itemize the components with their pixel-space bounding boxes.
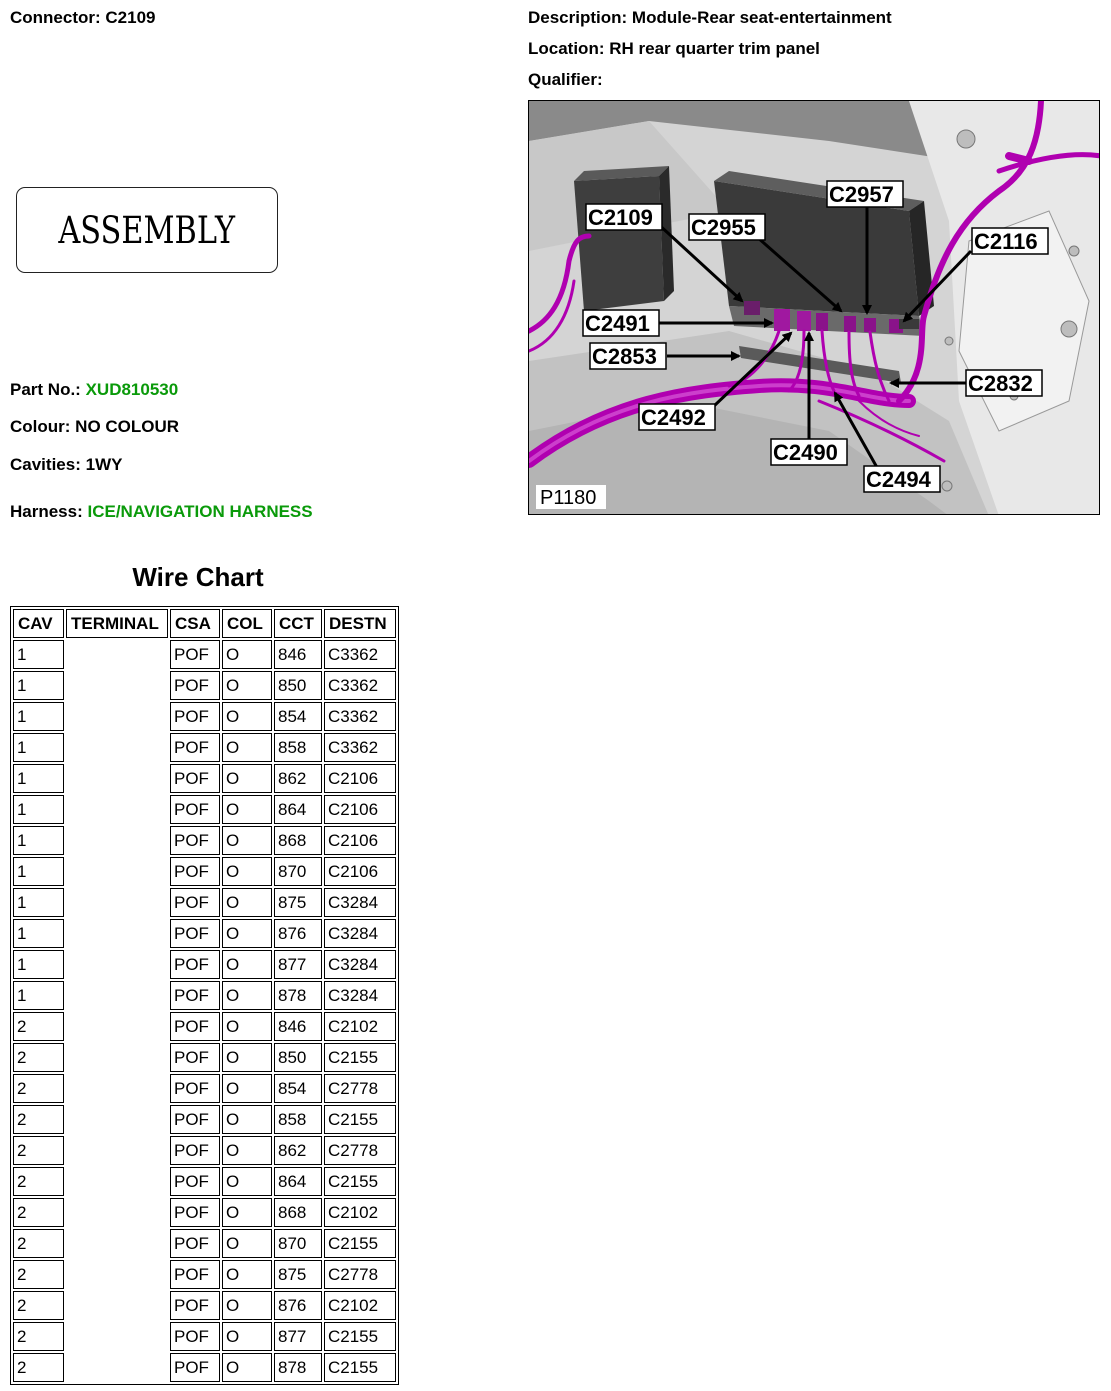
callout-c2116	[972, 228, 1048, 254]
table-row	[13, 981, 396, 1010]
cell-destn: C3284	[324, 981, 396, 1010]
svg-text:C2116: C2116	[974, 229, 1038, 254]
colour-value: NO COLOUR	[75, 417, 180, 436]
colour-label: Colour:	[10, 417, 71, 436]
cell-destn: C3362	[324, 733, 396, 762]
assembly-box	[16, 187, 278, 273]
cell-terminal	[66, 733, 168, 762]
table-row	[13, 1291, 396, 1320]
cell-col: O	[222, 702, 272, 731]
cell-cct: 850	[274, 671, 322, 700]
cell-csa: POF	[170, 1291, 220, 1320]
cell-destn: C3284	[324, 919, 396, 948]
figure-reference	[536, 485, 606, 509]
cell-csa: POF	[170, 733, 220, 762]
cell-col: O	[222, 1229, 272, 1258]
cell-cav: 1	[13, 919, 64, 948]
cell-csa: POF	[170, 640, 220, 669]
cell-terminal	[66, 1043, 168, 1072]
svg-text:C2490: C2490	[773, 440, 838, 465]
cell-csa: POF	[170, 671, 220, 700]
cell-cav: 2	[13, 1322, 64, 1351]
callout-c2490	[771, 439, 847, 465]
vehicle-location-illustration	[529, 101, 1100, 515]
callout-c2109	[586, 204, 662, 230]
cavities-value: 1WY	[85, 455, 123, 474]
cell-csa: POF	[170, 826, 220, 855]
cell-cav: 2	[13, 1198, 64, 1227]
svg-text:C2832: C2832	[968, 371, 1033, 396]
cell-cct: 875	[274, 1260, 322, 1289]
cell-cav: 2	[13, 1074, 64, 1103]
cell-cav: 2	[13, 1260, 64, 1289]
cell-col: O	[222, 1322, 272, 1351]
cell-cav: 2	[13, 1229, 64, 1258]
cell-col: O	[222, 950, 272, 979]
cell-destn: C2155	[324, 1229, 396, 1258]
table-row	[13, 1353, 396, 1382]
cell-csa: POF	[170, 795, 220, 824]
cell-cct: 864	[274, 1167, 322, 1196]
cell-cct: 864	[274, 795, 322, 824]
cell-csa: POF	[170, 702, 220, 731]
cell-destn: C2106	[324, 795, 396, 824]
table-row	[13, 702, 396, 731]
svg-text:C2957: C2957	[829, 182, 894, 207]
cell-terminal	[66, 1136, 168, 1165]
cell-cct: 862	[274, 1136, 322, 1165]
qualifier-label: Qualifier:	[528, 70, 603, 89]
cell-cav: 1	[13, 826, 64, 855]
callout-c2957	[827, 181, 903, 207]
cell-cct: 877	[274, 950, 322, 979]
table-header-row	[13, 609, 396, 638]
cavities-label: Cavities:	[10, 455, 81, 474]
cavities-line	[10, 455, 122, 475]
cell-destn: C3284	[324, 888, 396, 917]
part-no-line	[10, 380, 178, 400]
svg-text:C2853: C2853	[592, 344, 657, 369]
cell-cav: 2	[13, 1136, 64, 1165]
cell-col: O	[222, 1074, 272, 1103]
connector-value: C2109	[105, 8, 156, 27]
cell-terminal	[66, 857, 168, 886]
description-label: Description:	[528, 8, 628, 27]
cell-cav: 2	[13, 1012, 64, 1041]
header-terminal: TERMINAL	[66, 609, 168, 638]
cell-cav: 2	[13, 1291, 64, 1320]
cell-csa: POF	[170, 857, 220, 886]
cell-csa: POF	[170, 1105, 220, 1134]
cell-col: O	[222, 1198, 272, 1227]
cell-terminal	[66, 1167, 168, 1196]
cell-terminal	[66, 1012, 168, 1041]
qualifier-line	[528, 70, 603, 90]
cell-cct: 875	[274, 888, 322, 917]
table-row	[13, 919, 396, 948]
cell-col: O	[222, 919, 272, 948]
cell-csa: POF	[170, 950, 220, 979]
cell-destn: C2155	[324, 1043, 396, 1072]
cell-col: O	[222, 1353, 272, 1382]
table-row	[13, 1167, 396, 1196]
cell-csa: POF	[170, 1198, 220, 1227]
cell-destn: C3362	[324, 640, 396, 669]
svg-text:C2109: C2109	[588, 205, 653, 230]
table-row	[13, 1105, 396, 1134]
cell-terminal	[66, 826, 168, 855]
cell-csa: POF	[170, 764, 220, 793]
cell-cct: 870	[274, 1229, 322, 1258]
cell-cav: 2	[13, 1167, 64, 1196]
cell-csa: POF	[170, 1167, 220, 1196]
cell-col: O	[222, 1012, 272, 1041]
cell-terminal	[66, 1291, 168, 1320]
cell-cav: 1	[13, 671, 64, 700]
cell-col: O	[222, 764, 272, 793]
cell-col: O	[222, 981, 272, 1010]
table-row	[13, 1198, 396, 1227]
cell-cct: 868	[274, 826, 322, 855]
cell-cav: 2	[13, 1105, 64, 1134]
table-row	[13, 640, 396, 669]
cell-col: O	[222, 671, 272, 700]
cell-terminal	[66, 1074, 168, 1103]
cell-cav: 1	[13, 888, 64, 917]
svg-text:C2491: C2491	[585, 311, 650, 336]
cell-terminal	[66, 1322, 168, 1351]
cell-cct: 878	[274, 981, 322, 1010]
harness-line	[10, 502, 313, 522]
cell-cav: 2	[13, 1353, 64, 1382]
cell-col: O	[222, 1105, 272, 1134]
cell-col: O	[222, 1291, 272, 1320]
cell-destn: C2155	[324, 1105, 396, 1134]
callout-c2491	[583, 310, 659, 336]
wire-chart-table	[10, 606, 399, 1385]
cell-cav: 1	[13, 857, 64, 886]
cell-terminal	[66, 795, 168, 824]
table-row	[13, 733, 396, 762]
harness-label: Harness:	[10, 502, 83, 521]
cell-csa: POF	[170, 981, 220, 1010]
cell-col: O	[222, 888, 272, 917]
cell-csa: POF	[170, 1074, 220, 1103]
location-line	[528, 39, 820, 59]
cell-destn: C2778	[324, 1260, 396, 1289]
wire-chart-title: Wire Chart	[132, 562, 264, 592]
cell-cav: 1	[13, 950, 64, 979]
assembly-label: ASSEMBLY	[58, 208, 236, 252]
cell-csa: POF	[170, 919, 220, 948]
table-row	[13, 1229, 396, 1258]
cell-cav: 1	[13, 640, 64, 669]
cell-cct: 876	[274, 919, 322, 948]
cell-destn: C2155	[324, 1322, 396, 1351]
cell-destn: C2106	[324, 826, 396, 855]
header-destn: DESTN	[324, 609, 396, 638]
header-cct: CCT	[274, 609, 322, 638]
cell-destn: C2102	[324, 1012, 396, 1041]
cell-destn: C2778	[324, 1074, 396, 1103]
table-row	[13, 795, 396, 824]
callout-c2494	[864, 466, 940, 492]
table-row	[13, 1074, 396, 1103]
cell-col: O	[222, 640, 272, 669]
cell-cct: 846	[274, 1012, 322, 1041]
connector-label: Connector:	[10, 8, 101, 27]
connector-line	[10, 8, 156, 28]
description-value: Module-Rear seat-entertainment	[631, 8, 892, 27]
cell-cav: 1	[13, 702, 64, 731]
table-row	[13, 950, 396, 979]
cell-cct: 854	[274, 1074, 322, 1103]
cell-terminal	[66, 1105, 168, 1134]
cell-cct: 846	[274, 640, 322, 669]
table-row	[13, 826, 396, 855]
cell-destn: C2106	[324, 857, 396, 886]
cell-terminal	[66, 981, 168, 1010]
cell-col: O	[222, 826, 272, 855]
header-cav: CAV	[13, 609, 64, 638]
cell-cct: 858	[274, 1105, 322, 1134]
wire-chart-body	[13, 640, 396, 1382]
location-value: RH rear quarter trim panel	[609, 39, 820, 58]
cell-cav: 1	[13, 981, 64, 1010]
cell-cct: 862	[274, 764, 322, 793]
colour-line	[10, 417, 179, 437]
cell-col: O	[222, 1136, 272, 1165]
cell-terminal	[66, 702, 168, 731]
cell-csa: POF	[170, 888, 220, 917]
svg-text:C2494: C2494	[866, 467, 931, 492]
cell-cct: 858	[274, 733, 322, 762]
table-row	[13, 764, 396, 793]
cell-terminal	[66, 919, 168, 948]
cell-terminal	[66, 764, 168, 793]
callout-c2853	[590, 343, 666, 369]
cell-csa: POF	[170, 1260, 220, 1289]
callout-c2832	[966, 370, 1042, 396]
cell-terminal	[66, 1260, 168, 1289]
table-row	[13, 857, 396, 886]
cell-terminal	[66, 1229, 168, 1258]
cell-col: O	[222, 857, 272, 886]
cell-cct: 876	[274, 1291, 322, 1320]
cell-cct: 868	[274, 1198, 322, 1227]
cell-terminal	[66, 640, 168, 669]
cell-cct: 877	[274, 1322, 322, 1351]
table-row	[13, 1322, 396, 1351]
cell-cav: 1	[13, 795, 64, 824]
cell-cct: 850	[274, 1043, 322, 1072]
harness-link[interactable]: ICE/NAVIGATION HARNESS	[87, 502, 313, 521]
cell-destn: C2778	[324, 1136, 396, 1165]
header-csa: CSA	[170, 609, 220, 638]
cell-destn: C2155	[324, 1167, 396, 1196]
cell-col: O	[222, 1260, 272, 1289]
cell-cct: 854	[274, 702, 322, 731]
cell-terminal	[66, 888, 168, 917]
cell-cct: 870	[274, 857, 322, 886]
cell-cav: 1	[13, 764, 64, 793]
table-row	[13, 1043, 396, 1072]
cell-csa: POF	[170, 1043, 220, 1072]
callout-c2955	[689, 214, 765, 240]
cell-csa: POF	[170, 1322, 220, 1351]
description-line	[528, 8, 892, 28]
cell-cav: 1	[13, 733, 64, 762]
cell-csa: POF	[170, 1012, 220, 1041]
cell-col: O	[222, 1043, 272, 1072]
cell-cav: 2	[13, 1043, 64, 1072]
table-row	[13, 671, 396, 700]
cell-destn: C2102	[324, 1291, 396, 1320]
cell-col: O	[222, 795, 272, 824]
cell-destn: C3362	[324, 702, 396, 731]
part-no-link[interactable]: XUD810530	[85, 380, 179, 399]
cell-csa: POF	[170, 1229, 220, 1258]
cell-col: O	[222, 733, 272, 762]
cell-terminal	[66, 671, 168, 700]
cell-terminal	[66, 950, 168, 979]
table-row	[13, 1012, 396, 1041]
cell-destn: C2155	[324, 1353, 396, 1382]
cell-terminal	[66, 1198, 168, 1227]
cell-cct: 878	[274, 1353, 322, 1382]
callout-c2492	[639, 404, 715, 430]
cell-destn: C3362	[324, 671, 396, 700]
cell-col: O	[222, 1167, 272, 1196]
cell-csa: POF	[170, 1353, 220, 1382]
svg-text:C2492: C2492	[641, 405, 706, 430]
table-row	[13, 888, 396, 917]
cell-csa: POF	[170, 1136, 220, 1165]
svg-text:C2955: C2955	[691, 215, 756, 240]
cell-destn: C2102	[324, 1198, 396, 1227]
svg-text:P1180: P1180	[540, 487, 597, 509]
table-row	[13, 1136, 396, 1165]
location-diagram	[528, 100, 1100, 515]
cell-destn: C3284	[324, 950, 396, 979]
header-col: COL	[222, 609, 272, 638]
cell-terminal	[66, 1353, 168, 1382]
table-row	[13, 1260, 396, 1289]
cell-destn: C2106	[324, 764, 396, 793]
location-label: Location:	[528, 39, 605, 58]
part-no-label: Part No.:	[10, 380, 81, 399]
